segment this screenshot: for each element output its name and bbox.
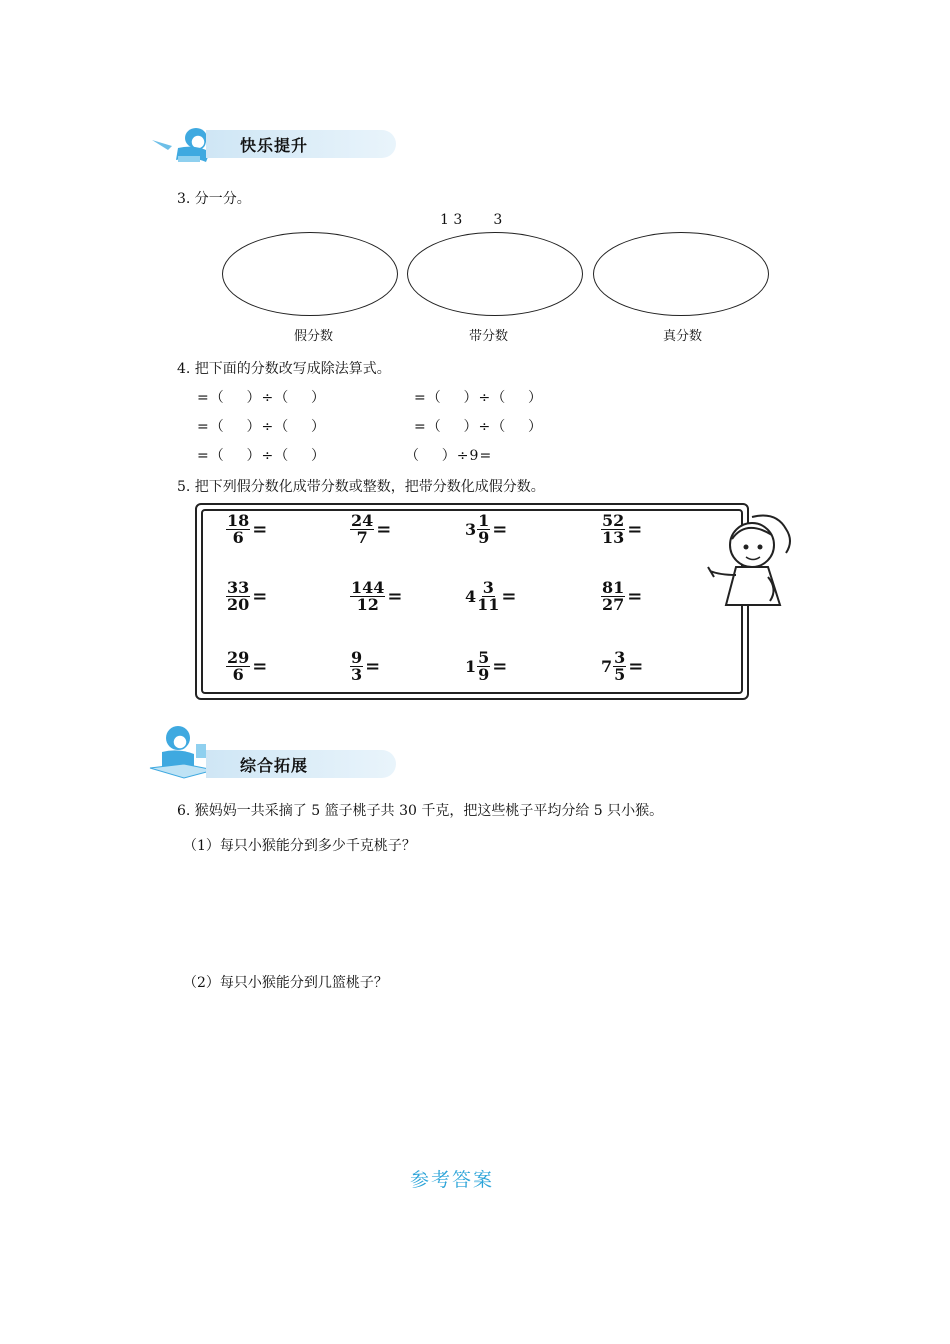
q4-row3-right: （ ）÷9= [405,448,493,464]
section-title-2: 综合拓展 [240,756,309,775]
equals-sign: = [376,519,392,540]
fraction-whole: 7 [601,657,613,676]
equals-sign: = [252,586,268,607]
equals-sign: = [627,586,643,607]
fraction-numerator: 33 [227,578,250,597]
fraction-item [226,650,267,683]
fraction-whole: 1 [465,657,477,676]
q4-row3-left: =（ ）÷（ ） [197,448,327,464]
fraction-item [226,513,267,546]
q6-prompt: 6. 猴妈妈一共采摘了 5 篮子桃子共 30 千克，把这些桃子平均分给 5 只小猴。 [177,803,664,819]
q3-prompt: 3. 分一分。 [177,191,251,207]
fraction-numerator: 144 [351,578,385,597]
fraction-item [350,513,391,546]
fraction-numerator: 3 [482,578,494,597]
fraction-numerator: 9 [351,648,363,667]
oval-mixed [407,232,583,316]
fraction-denominator: 3 [351,665,363,684]
fraction-denominator: 20 [227,595,250,614]
fraction-whole: 4 [465,587,477,606]
equals-sign: = [252,656,268,677]
label-improper: 假分数 [294,329,334,344]
fraction-numerator: 18 [227,511,250,530]
label-mixed: 带分数 [469,329,509,344]
fraction-item [601,580,642,613]
fraction-denominator: 11 [477,595,500,614]
fraction-item [465,580,517,613]
fraction-numerator: 29 [227,648,250,667]
q4-row1-right: =（ ）÷（ ） [414,390,544,406]
equals-sign: = [627,519,643,540]
equals-sign: = [492,656,508,677]
fraction-denominator: 7 [356,528,368,547]
q4-row2-right: =（ ）÷（ ） [414,419,544,435]
fraction-denominator: 13 [602,528,625,547]
fraction-denominator: 6 [232,528,244,547]
equals-sign: = [501,586,517,607]
fraction-denominator: 27 [602,595,625,614]
oval-improper [222,232,398,316]
fraction-numerator: 24 [351,511,374,530]
section-banner-1 [148,126,408,160]
equals-sign: = [365,656,381,677]
fraction-whole: 3 [465,520,477,539]
q5-prompt: 5. 把下列假分数化成带分数或整数，把带分数化成假分数。 [177,479,545,495]
fraction-numerator: 81 [602,578,625,597]
equals-sign: = [492,519,508,540]
fraction-item [465,650,507,683]
fraction-numerator: 3 [614,648,626,667]
label-proper: 真分数 [663,329,703,344]
fraction-item [601,650,643,683]
fraction-numerator: 5 [478,648,490,667]
equals-sign: = [628,656,644,677]
q6-sub1: （1）每只小猴能分到多少千克桃子？ [183,838,416,854]
fraction-item [350,580,403,613]
fraction-item [601,513,642,546]
oval-proper [593,232,769,316]
fraction-item [465,513,507,546]
fraction-item [350,650,380,683]
section-banner-2 [148,746,408,780]
section-title-1: 快乐提升 [240,136,309,155]
fraction-denominator: 5 [614,665,626,684]
fraction-numerator: 1 [478,511,490,530]
equals-sign: = [387,586,403,607]
q3-numbers: 1 3 3 [440,212,503,228]
fraction-denominator: 9 [478,528,490,547]
q4-row2-left: =（ ）÷（ ） [197,419,327,435]
fraction-denominator: 9 [478,665,490,684]
equals-sign: = [252,519,268,540]
girl-pointing-icon [706,505,798,635]
fraction-denominator: 6 [232,665,244,684]
q4-prompt: 4. 把下面的分数改写成除法算式。 [177,361,391,377]
fraction-denominator: 12 [356,595,379,614]
answers-heading: 参考答案 [410,1169,495,1191]
q6-sub2: （2）每只小猴能分到几篮桃子？ [183,975,388,991]
fraction-numerator: 52 [602,511,625,530]
fraction-item [226,580,267,613]
q4-row1-left: =（ ）÷（ ） [197,390,327,406]
